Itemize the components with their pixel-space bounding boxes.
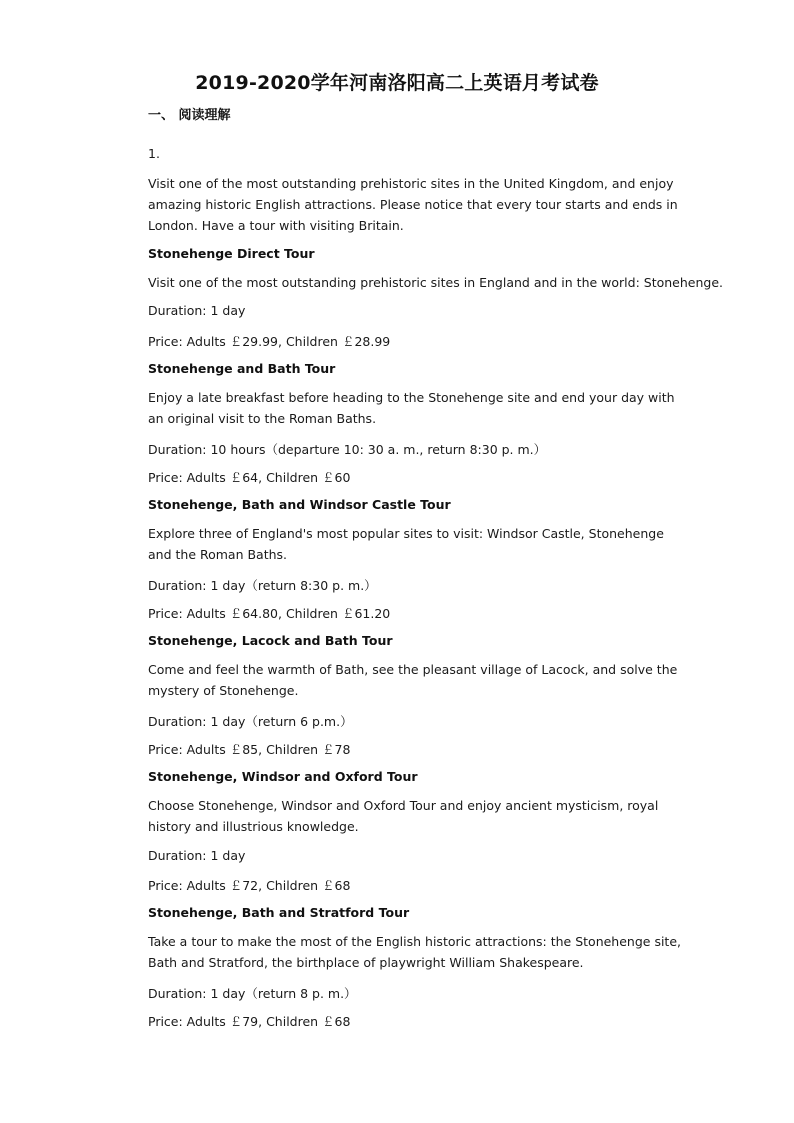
tour-price: Price: Adults ￡79, Children ￡68 xyxy=(148,1014,351,1029)
tour-duration: Duration: 1 day（return 8 p. m.） xyxy=(148,986,357,1001)
tour-description: Come and feel the warmth of Bath, see the pleasant village of Lacock, and solve the mystery of Stonehenge. xyxy=(148,662,678,698)
tour-description: Take a tour to make the most of the English historic attractions: the Stonehenge site, Bath and Stratford, the birthplace of playwright William Shakespeare. xyxy=(148,934,681,970)
tour-title: Stonehenge and Bath Tour xyxy=(148,361,336,376)
tour-title: Stonehenge, Windsor and Oxford Tour xyxy=(148,769,418,784)
tour-description: Enjoy a late breakfast before heading to the Stonehenge site and end your day with an original visit to the Roman Baths. xyxy=(148,390,675,426)
tour-title: Stonehenge Direct Tour xyxy=(148,246,315,261)
tour-price: Price: Adults ￡85, Children ￡78 xyxy=(148,742,351,757)
tour-price: Price: Adults ￡72, Children ￡68 xyxy=(148,878,351,893)
section-heading: 一、 阅读理解 xyxy=(148,108,231,123)
tour-duration: Duration: 1 day（return 6 p.m.） xyxy=(148,714,353,729)
tour-duration: Duration: 1 day（return 8:30 p. m.） xyxy=(148,578,377,593)
tour-title: Stonehenge, Bath and Stratford Tour xyxy=(148,905,410,920)
tour-description: Choose Stonehenge, Windsor and Oxford Tour and enjoy ancient mysticism, royal history and illustrious knowledge. xyxy=(148,798,659,834)
tour-title: Stonehenge, Bath and Windsor Castle Tour xyxy=(148,497,451,512)
tour-duration: Duration: 1 day xyxy=(148,848,246,863)
tour-title: Stonehenge, Lacock and Bath Tour xyxy=(148,633,393,648)
page-title: 2019-2020学年河南洛阳高二上英语月考试卷 xyxy=(195,72,599,94)
tour-description: Explore three of England's most popular sites to visit: Windsor Castle, Stonehenge and the Roman Baths. xyxy=(148,526,664,562)
tour-duration: Duration: 1 day xyxy=(148,303,246,318)
intro-paragraph: Visit one of the most outstanding prehistoric sites in the United Kingdom, and enjoy amazing historic English attractions. Please notice that every tour starts and ends in London. Have a tour with visiting Britain. xyxy=(148,176,678,233)
tour-duration: Duration: 10 hours（departure 10: 30 a. m., return 8:30 p. m.） xyxy=(148,442,547,457)
tour-price: Price: Adults ￡29.99, Children ￡28.99 xyxy=(148,334,391,349)
question-number: 1. xyxy=(148,146,160,161)
tour-price: Price: Adults ￡64.80, Children ￡61.20 xyxy=(148,606,391,621)
tour-price: Price: Adults ￡64, Children ￡60 xyxy=(148,470,351,485)
tour-description: Visit one of the most outstanding prehistoric sites in England and in the world: Stonehenge. xyxy=(148,275,723,290)
